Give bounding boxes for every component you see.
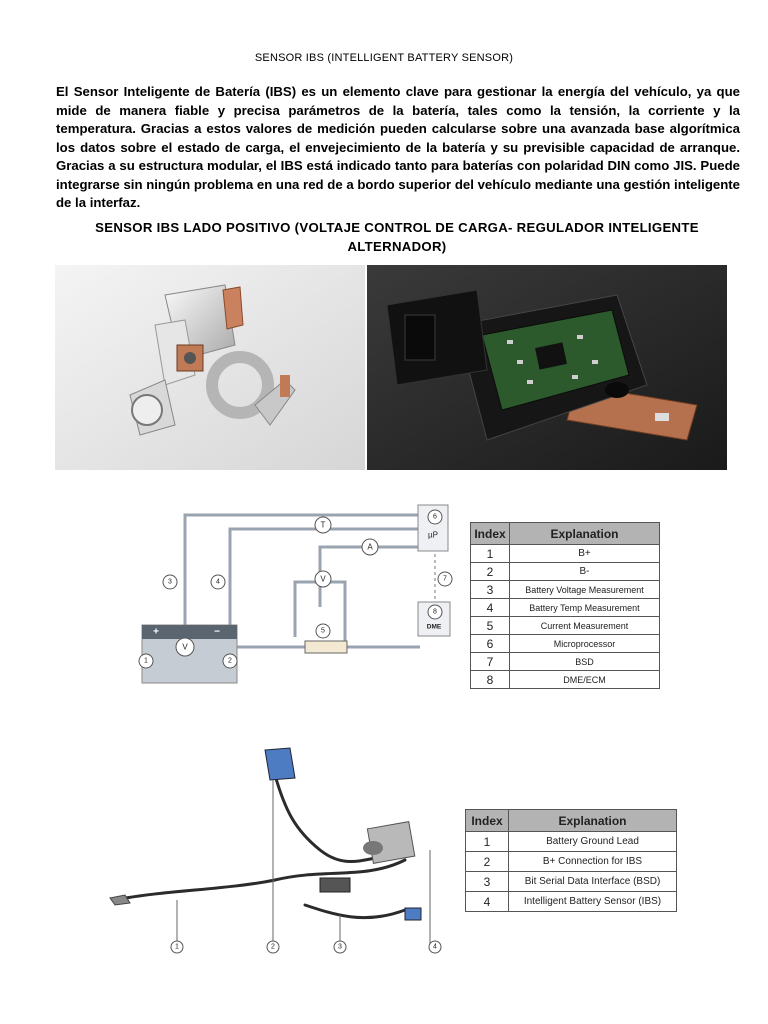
- harness-callout-3: 3: [338, 943, 342, 951]
- ampere-symbol: A: [367, 542, 373, 552]
- microprocessor-label: µP: [428, 530, 438, 540]
- explanation-cell: B-: [510, 563, 660, 581]
- harness-callout-4: 4: [433, 943, 437, 951]
- table-row: [471, 581, 660, 599]
- explanation-cell: Battery Ground Lead: [509, 832, 677, 852]
- table-row: [471, 563, 660, 581]
- explanation-cell: B+ Connection for IBS: [509, 852, 677, 872]
- document-title: SENSOR IBS (INTELLIGENT BATTERY SENSOR): [254, 52, 514, 64]
- plus-terminal-label: +: [153, 626, 159, 638]
- index-cell: 4: [466, 892, 509, 912]
- voltage-symbol: V: [320, 574, 326, 584]
- table-row: [471, 545, 660, 563]
- explanation-header: Explanation: [509, 810, 677, 832]
- explanation-cell: Battery Voltage Measurement: [510, 581, 660, 599]
- index-cell: 3: [466, 872, 509, 892]
- table-row: [471, 671, 660, 689]
- table-row: [466, 852, 677, 872]
- section-heading: SENSOR IBS LADO POSITIVO (VOLTAJE CONTROL DE CARGA- REGULADOR INTELIGENTE ALTERNADOR): [95, 220, 699, 254]
- table-header-row: [471, 523, 660, 545]
- table-header-row: [466, 810, 677, 832]
- ibs-schematic-diagram: [130, 497, 460, 692]
- index-cell: 8: [471, 671, 510, 689]
- index-cell: 4: [471, 599, 510, 617]
- explanation-cell: DME/ECM: [510, 671, 660, 689]
- table-row: [466, 872, 677, 892]
- explanation-cell: Bit Serial Data Interface (BSD): [509, 872, 677, 892]
- battery-voltage-symbol: V: [182, 642, 188, 652]
- minus-terminal-label: −: [214, 626, 220, 638]
- table-row: [471, 653, 660, 671]
- table-row: [466, 832, 677, 852]
- explanation-cell: Intelligent Battery Sensor (IBS): [509, 892, 677, 912]
- table-row: [466, 892, 677, 912]
- callout-6: 6: [433, 513, 437, 521]
- index-cell: 3: [471, 581, 510, 599]
- index-cell: 5: [471, 617, 510, 635]
- index-cell: 2: [466, 852, 509, 872]
- explanation-cell: Microprocessor: [510, 635, 660, 653]
- explanation-header: Explanation: [510, 523, 660, 545]
- index-cell: 6: [471, 635, 510, 653]
- explanation-cell: B+: [510, 545, 660, 563]
- ibs-wiring-harness-diagram: [105, 740, 455, 960]
- index-cell: 1: [466, 832, 509, 852]
- ibs-sensor-photo-left: [55, 265, 365, 470]
- intro-paragraph: El Sensor Inteligente de Batería (IBS) es un elemento clave para gestionar la energía del vehículo, ya que mide de manera fiable y precisa parámetros de la batería, tales como la tensión, la corriente y la temperatura. Gracias a estos valores de medición pueden calcularse sobre una avanzada base algorítmica los datos sobre el estado de carga, el envejecimiento de la batería y su previsible capacidad de arranque. Gracias a su estructura modular, el IBS está indicado tanto para baterías con polaridad DIN como JIS. Puede integrarse sin ningún problema en una red de a bordo superior del vehículo mediante una gestión inteligente de la interfaz.: [56, 84, 740, 210]
- index-header: Index: [466, 810, 509, 832]
- callout-2: 2: [228, 657, 232, 665]
- explanation-table-1: [470, 522, 660, 689]
- explanation-cell: Current Measurement: [510, 617, 660, 635]
- callout-4: 4: [216, 578, 220, 586]
- index-cell: 2: [471, 563, 510, 581]
- index-cell: 7: [471, 653, 510, 671]
- index-cell: 1: [471, 545, 510, 563]
- callout-1: 1: [144, 657, 148, 665]
- callout-3: 3: [168, 578, 172, 586]
- harness-callout-2: 2: [271, 943, 275, 951]
- explanation-table-2: [465, 809, 677, 912]
- callout-8: 8: [433, 608, 437, 616]
- callout-7: 7: [443, 575, 447, 583]
- dme-label: DME: [426, 623, 442, 631]
- callout-5: 5: [321, 627, 325, 635]
- ibs-sensor-photo-right: [367, 265, 727, 470]
- table-row: [471, 617, 660, 635]
- table-row: [471, 635, 660, 653]
- index-header: Index: [471, 523, 510, 545]
- temperature-symbol: T: [320, 520, 326, 530]
- table-row: [471, 599, 660, 617]
- explanation-cell: BSD: [510, 653, 660, 671]
- explanation-cell: Battery Temp Measurement: [510, 599, 660, 617]
- harness-callout-1: 1: [175, 943, 179, 951]
